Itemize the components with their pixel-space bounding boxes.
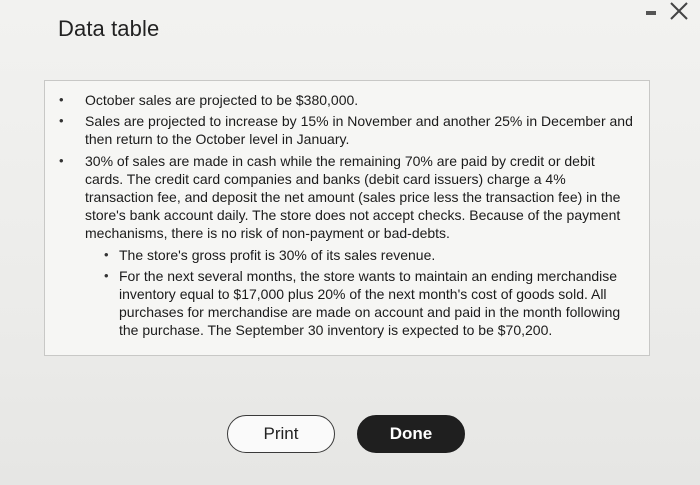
bullet-item-october-sales	[45, 91, 649, 109]
minimize-icon[interactable]	[644, 0, 658, 22]
sub-bullet-item-gross-profit	[85, 246, 635, 264]
bullet-text: 30% of sales are made in cash while the remaining 70% are paid by credit or debit cards. The credit card companies and banks (debit card issuers) charge a 4% transaction fee, and deposit the net amount (sales price less the transaction fee) in the store's bank account daily. The store does not accept checks. Because of the payment mechanisms, there is no risk of non-payment or bad-debts.	[85, 152, 621, 242]
dialog-button-row	[227, 415, 465, 453]
window-controls	[644, 0, 690, 22]
bullet-text: Sales are projected to increase by 15% in November and another 25% in December and then return to the October level in January.	[85, 113, 633, 148]
bullet-item-payment-terms	[45, 152, 649, 340]
bullet-text: October sales are projected to be $380,000.	[85, 92, 359, 108]
close-icon[interactable]	[668, 0, 690, 22]
data-bullet-list	[45, 91, 649, 340]
dialog-title: Data table	[58, 16, 160, 41]
done-button[interactable]: Done	[357, 415, 465, 453]
sub-bullet-text: For the next several months, the store wants to maintain an ending merchandise inventory equal to $17,000 plus 20% of the next month's cost of goods sold. All purchases for merchandise are made on account and paid in the month following the purchase. The September 30 inventory is expected to be $70,200.	[119, 267, 621, 339]
sub-bullet-text: The store's gross profit is 30% of its sales revenue.	[119, 246, 436, 263]
data-content-panel	[44, 80, 650, 356]
print-button[interactable]: Print	[227, 415, 335, 453]
sub-bullet-item-inventory-policy	[85, 267, 635, 340]
bullet-item-sales-increase	[45, 112, 649, 148]
sub-bullet-list	[85, 246, 635, 340]
data-content-scroll[interactable]	[45, 91, 649, 343]
